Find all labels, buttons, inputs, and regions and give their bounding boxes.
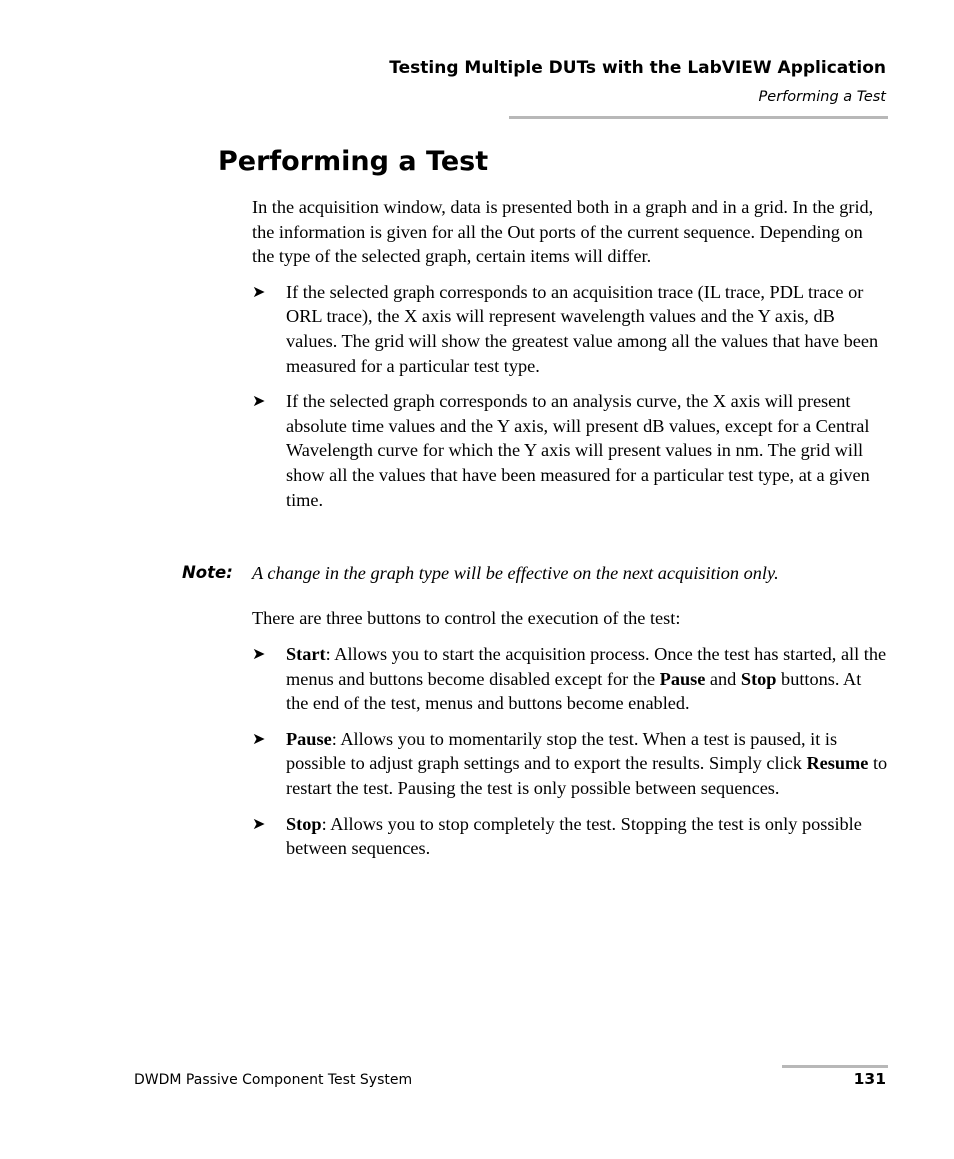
buttons-intro: There are three buttons to control the execution of the test: bbox=[252, 608, 681, 628]
list-item bbox=[252, 280, 888, 378]
pause-term: Pause bbox=[286, 728, 332, 749]
main-content bbox=[252, 195, 888, 512]
pause-ref: Pause bbox=[659, 668, 706, 689]
section-subtitle: Performing a Test bbox=[758, 89, 886, 105]
footer-doc-title: DWDM Passive Component Test System bbox=[134, 1072, 413, 1088]
stop-desc-1: : Allows you to stop completely the test. Stopping the test is only possible between sequences. bbox=[286, 813, 862, 859]
note-text: A change in the graph type will be effective on the next acquisition only. bbox=[252, 563, 779, 583]
page-title: Performing a Test bbox=[218, 146, 489, 177]
note-block bbox=[182, 561, 888, 585]
bullet-text: If the selected graph corresponds to an acquisition trace (IL trace, PDL trace or ORL trace), the X axis will represent wavelength values and the Y axis, dB values. The grid will show the greatest value among all the values that have been measured for a particular test type. bbox=[286, 281, 879, 376]
bullet-text bbox=[286, 814, 862, 859]
bullet-text bbox=[286, 644, 886, 713]
start-term: Start bbox=[286, 644, 326, 664]
pause-desc-1: : Allows you to momentarily stop the test. When a test is paused, it is possible to adjust graph settings and to export the results. Simply click bbox=[286, 728, 838, 774]
list-item-pause bbox=[252, 727, 888, 801]
intro-paragraph: In the acquisition window, data is presented both in a graph and in a grid. In the grid, the information is given for all the Out ports of the current sequence. Depending on the type of the selected graph, certain items will differ. bbox=[252, 197, 874, 267]
stop-term: Stop bbox=[286, 813, 322, 834]
footer-divider bbox=[782, 1065, 888, 1068]
start-desc-2: and bbox=[705, 668, 741, 689]
button-bullet-list bbox=[252, 642, 888, 861]
list-item-stop bbox=[252, 812, 888, 861]
bullet-arrow-icon: ➤ bbox=[252, 728, 266, 748]
bullet-arrow-icon: ➤ bbox=[252, 813, 266, 833]
bullet-text: If the selected graph corresponds to an analysis curve, the X axis will present absolute time values and the Y axis, will present dB values, except for a Central Wavelength curve for which the Y axis will present values in nm. The grid will show all the values that have been measured for a particular test type, at a given time. bbox=[286, 391, 870, 510]
resume-ref: Resume bbox=[806, 753, 869, 774]
header-divider bbox=[509, 116, 888, 119]
start-desc-3: buttons. At the end of the test, menus and buttons become enabled. bbox=[286, 668, 862, 714]
list-item bbox=[252, 389, 888, 512]
pause-desc-2: to restart the test. Pausing the test is only possible between sequences. bbox=[286, 753, 888, 798]
chapter-title: Testing Multiple DUTs with the LabVIEW Application bbox=[389, 58, 886, 78]
stop-ref: Stop bbox=[740, 668, 777, 689]
bullet-arrow-icon: ➤ bbox=[252, 391, 266, 411]
bullet-text bbox=[286, 729, 887, 798]
start-desc-1: : Allows you to start the acquisition process. Once the test has started, all the menus and buttons become disabled except for the bbox=[286, 644, 887, 689]
graph-bullet-list bbox=[252, 280, 888, 512]
running-header bbox=[389, 57, 886, 107]
page-number: 131 bbox=[853, 1070, 886, 1088]
bullet-arrow-icon: ➤ bbox=[252, 281, 266, 301]
list-item-start bbox=[252, 642, 888, 716]
note-label: Note: bbox=[182, 563, 233, 582]
bullet-arrow-icon: ➤ bbox=[252, 644, 266, 663]
